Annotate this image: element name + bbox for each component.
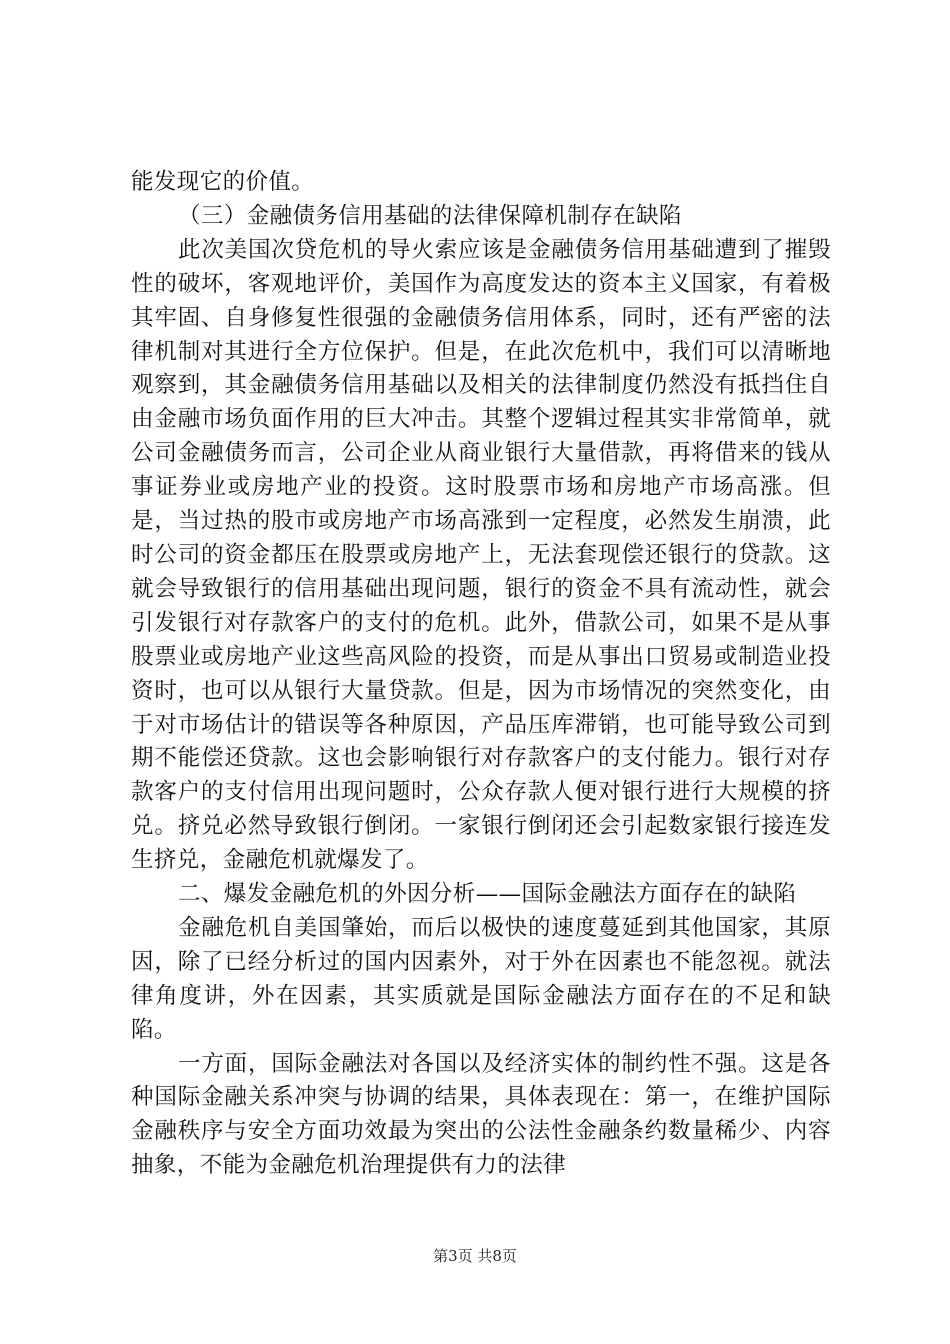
paragraph-external-factors: 金融危机自美国肇始，而后以极快的速度蔓延到其他国家，其原因，除了已经分析过的国内因素外，对于外在因素也不能忽视。就法律角度讲，外在因素，其实质就是国际金融法方面存在的不足和缺陷。 <box>131 914 831 1043</box>
body-text <box>131 166 831 1183</box>
paragraph-international-law: 一方面，国际金融法对各国以及经济实体的制约性不强。这是各种国际金融关系冲突与协调的结果，具体表现在：第一，在维护国际金融秩序与安全方面功效最为突出的公法性金融条约数量稀少、内容抽象，不能为金融危机治理提供有力的法律 <box>131 1050 831 1179</box>
section-heading-3: （三）金融债务信用基础的法律保障机制存在缺陷 <box>178 202 682 229</box>
page-footer: 第3页 共8页 <box>433 1247 517 1265</box>
paragraph-credit-crisis: 此次美国次贷危机的导火索应该是金融债务信用基础遭到了摧毁性的破坏，客观地评价，美国作为高度发达的资本主义国家，有着极其牢固、自身修复性很强的金融债务信用体系，同时，还有严密的法律机制对其进行全方位保护。但是，在此次危机中，我们可以清晰地观察到，其金融债务信用基础以及相关的法律制度仍然没有抵挡住自由金融市场负面作用的巨大冲击。其整个逻辑过程其实非常简单，就公司金融债务而言，公司企业从商业银行大量借款，再将借来的钱从事证券业或房地产业的投资。这时股票市场和房地产市场高涨。但是，当过热的股市或房地产市场高涨到一定程度，必然发生崩溃，此时公司的资金都压在股票或房地产上，无法套现偿还银行的贷款。这就会导致银行的信用基础出现问题，银行的资金不具有流动性，就会引发银行对存款客户的支付的危机。此外，借款公司，如果不是从事股票业或房地产业这些高风险的投资，而是从事出口贸易或制造业投资时，也可以从银行大量贷款。但是，因为市场情况的突然变化，由于对市场估计的错误等各种原因，产品压库滞销，也可能导致公司到期不能偿还贷款。这也会影响银行对存款客户的支付能力。银行对存款客户的支付信用出现问题时，公众存款人便对银行进行大规模的挤兑。挤兑必然导致银行倒闭。一家银行倒闭还会引起数家银行接连发生挤兑，金融危机就爆发了。 <box>131 236 831 874</box>
section-heading-external-causes: 二、爆发金融危机的外因分析——国际金融法方面存在的缺陷 <box>178 881 797 908</box>
paragraph-continuation: 能发现它的价值。 <box>131 169 315 195</box>
